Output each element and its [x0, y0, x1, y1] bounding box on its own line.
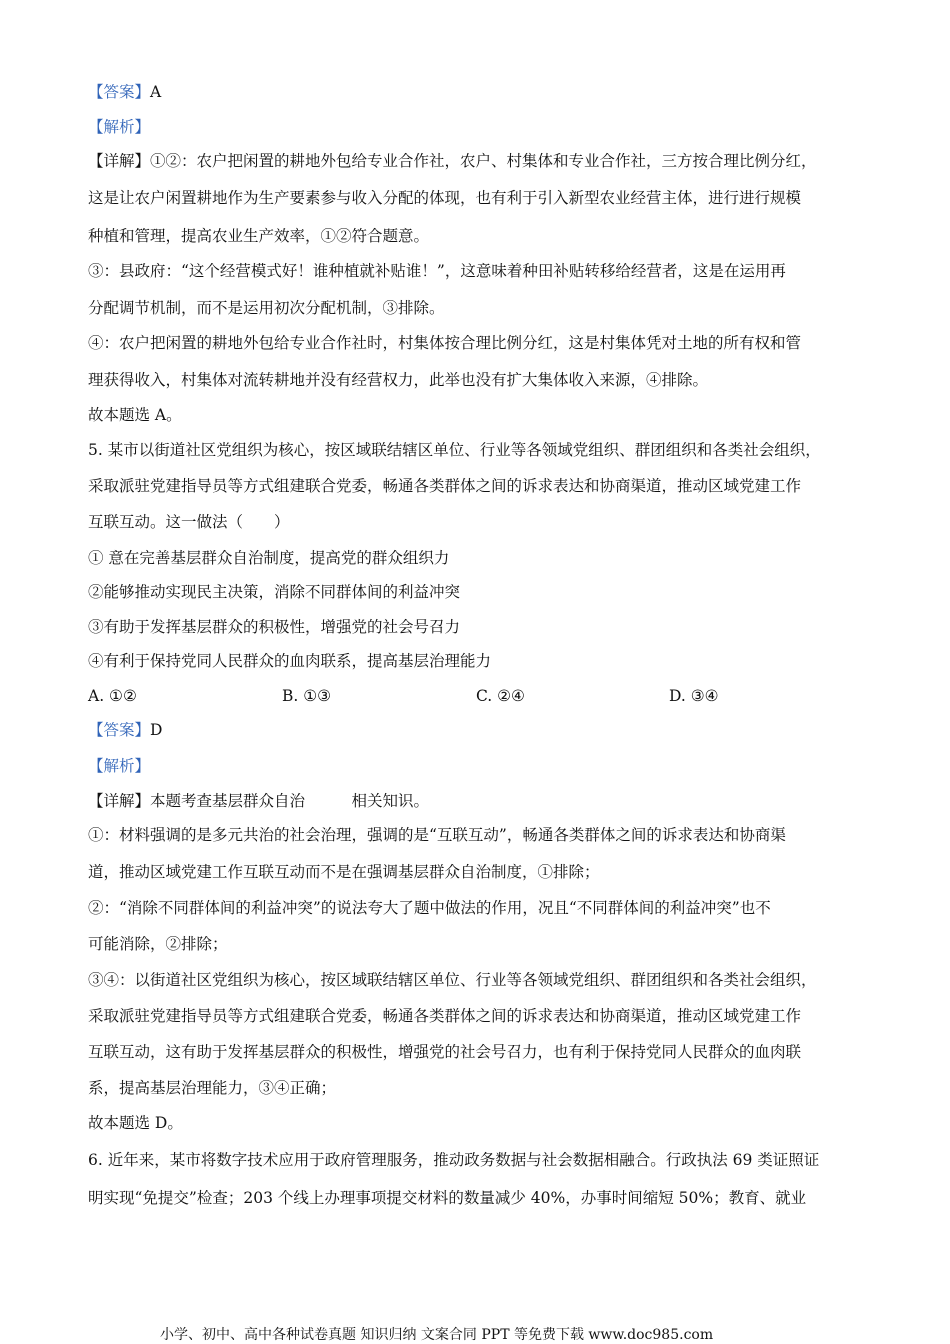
q5-stem-line-1: 5. 某市以街道社区党组织为核心，按区域联结辖区单位、行业等各领域党组织、群团组织和各类社会组织，: [88, 441, 821, 459]
q5-stem-line-3: 互联互动。这一做法（ ）: [88, 513, 290, 531]
q5-detail-line-9: 系，提高基层治理能力，③④正确；: [88, 1079, 337, 1097]
q5-detail-line-5: 可能消除，②排除；: [88, 935, 228, 953]
q5-answer: [88, 720, 162, 740]
q4-detail-line-5: 分配调节机制，而不是运用初次分配机制，③排除。: [88, 299, 445, 317]
detail-text: 本题考查基层群众自治 相关知识。: [150, 792, 430, 810]
q6-stem-line-1: 6. 近年来，某市将数字技术应用于政府管理服务，推动政务数据与社会数据相融合。行政执法 69 类证照证: [88, 1151, 820, 1169]
q5-statement-2: ②能够推动实现民主决策，消除不同群体间的利益冲突: [88, 583, 461, 601]
detail-tag: 【详解】: [88, 152, 151, 170]
q5-detail-line-4: ②：“消除不同群体间的利益冲突”的说法夸大了题中做法的作用，况且“不同群体间的利益冲突”也不: [88, 899, 771, 917]
q4-detail-line-4: ③：县政府：“这个经营模式好！谁种植就补贴谁！”，这意味着种田补贴转移给经营者，这是在运用再: [88, 262, 786, 280]
answer-tag: 【答案】: [88, 83, 151, 101]
detail-text: ①②：农户把闲置的耕地外包给专业合作社，农户、村集体和专业合作社，三方按合理比例分红，: [150, 152, 817, 170]
q5-detail-line-6: ③④：以街道社区党组织为核心，按区域联结辖区单位、行业等各领域党组织、群团组织和各类社会组织，: [88, 971, 817, 989]
q5-option-a: A. ①②: [88, 687, 137, 705]
q4-detail-line-1: [88, 151, 817, 171]
answer-value: D: [150, 721, 163, 739]
q5-statement-4: ④有利于保持党同人民群众的血肉联系，提高基层治理能力: [88, 652, 492, 670]
q4-analysis-tag: 【解析】: [88, 118, 151, 136]
q5-detail-line-3: 道，推动区域党建工作互联互动而不是在强调基层群众自治制度，①排除；: [88, 863, 600, 881]
answer-value: A: [150, 83, 162, 101]
q5-statement-3: ③有助于发挥基层群众的积极性，增强党的社会号召力: [88, 618, 461, 636]
q5-detail-line-2: ①：材料强调的是多元共治的社会治理，强调的是“互联互动”，畅通各类群体之间的诉求表达和协商渠: [88, 826, 786, 844]
q5-detail-line-7: 采取派驻党建指导员等方式组建联合党委，畅通各类群体之间的诉求表达和协商渠道，推动区域党建工作: [88, 1007, 802, 1025]
q5-detail-line-8: 互联互动，这有助于发挥基层群众的积极性，增强党的社会号召力，也有利于保持党同人民群众的血肉联: [88, 1043, 802, 1061]
q4-detail-line-8: 故本题选 A。: [88, 406, 182, 424]
q4-answer: [88, 82, 161, 102]
q5-option-b: B. ①③: [282, 687, 332, 705]
answer-tag: 【答案】: [88, 721, 151, 739]
q5-detail-line-1: [88, 791, 429, 811]
q4-detail-line-3: 种植和管理，提高农业生产效率，①②符合题意。: [88, 227, 430, 245]
q5-statement-1: ① 意在完善基层群众自治制度，提高党的群众组织力: [88, 549, 450, 567]
q5-option-c: C. ②④: [476, 687, 525, 705]
q6-stem-line-2: 明实现“免提交”检查；203 个线上办理事项提交材料的数量减少 40%，办事时间缩短 50%；教育、就业: [88, 1189, 807, 1207]
q5-analysis-tag: 【解析】: [88, 757, 151, 775]
q5-stem-line-2: 采取派驻党建指导员等方式组建联合党委，畅通各类群体之间的诉求表达和协商渠道，推动区域党建工作: [88, 477, 802, 495]
page-footer: 小学、初中、高中各种试卷真题 知识归纳 文案合同 PPT 等免费下载 www.doc985.com: [160, 1327, 714, 1343]
q4-detail-line-6: ④：农户把闲置的耕地外包给专业合作社时，村集体按合理比例分红，这是村集体凭对土地的所有权和管: [88, 334, 802, 352]
detail-tag: 【详解】: [88, 792, 151, 810]
q4-detail-line-2: 这是让农户闲置耕地作为生产要素参与收入分配的体现，也有利于引入新型农业经营主体，进行进行规模: [88, 189, 802, 207]
q5-option-d: D. ③④: [669, 687, 719, 705]
q5-detail-line-10: 故本题选 D。: [88, 1114, 183, 1132]
q4-detail-line-7: 理获得收入，村集体对流转耕地并没有经营权力，此举也没有扩大集体收入来源，④排除。: [88, 371, 709, 389]
